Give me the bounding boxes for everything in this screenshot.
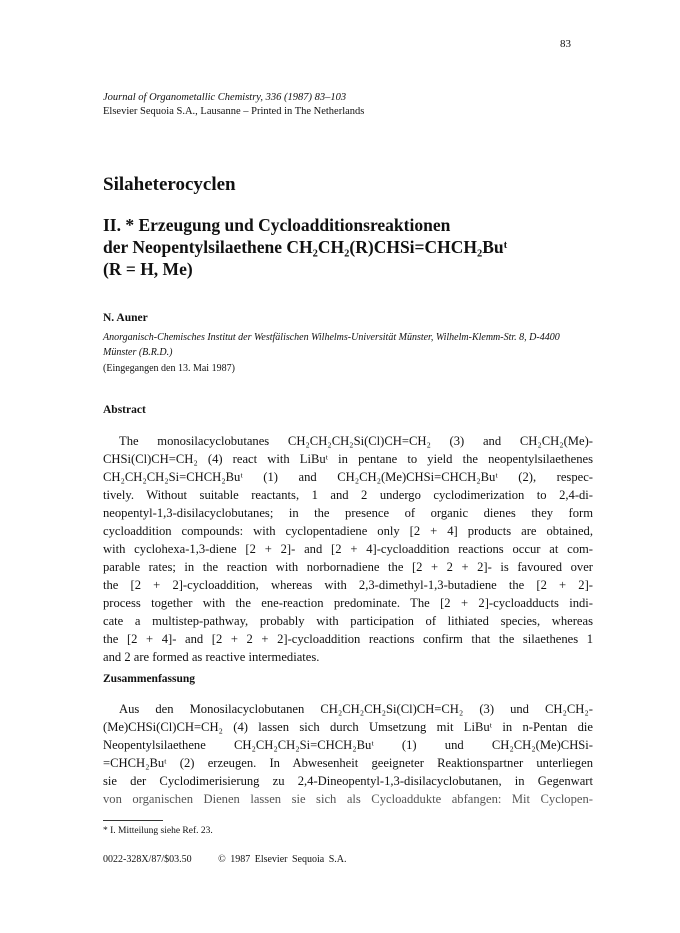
zusammenfassung-line: von organischen Dienen lassen sie sich als Cycloaddukte abfangen: Mit Cyclopen- — [103, 792, 593, 806]
abstract-line: and 2 are formed as reactive intermediates. — [103, 650, 320, 664]
zusammenfassung-line: =CHCH₂Buᵗ (2) erzeugen. In Abwesenheit geeigneter Reaktionspartner unterliegen — [103, 756, 593, 770]
journal-header — [103, 91, 364, 119]
abstract-line: the [2 + 2]-cycloaddition, whereas with 2,3-dimethyl-1,3-butadiene the [2 + 2]- — [103, 578, 593, 592]
abstract-line: parable rates; in the reaction with norbornadiene the [2 + 2 + 2]- is favoured over — [103, 560, 593, 574]
zusammenfassung-line: sie der Cyclodimerisierung zu 2,4-Dineopentyl-1,3-disilacyclobutanen, in Gegenwart — [103, 774, 593, 788]
abstract-body — [103, 432, 593, 666]
issn-price: 0022-328X/87/$03.50 — [103, 854, 192, 865]
imprint-line — [103, 854, 368, 865]
journal-citation: Journal of Organometallic Chemistry, 336 (1987) 83–103 — [103, 92, 347, 103]
zusammenfassung-line: Neopentylsilaethene CH₂CH₂CH₂Si=CHCH₂Buᵗ (1) und CH₂CH₂(Me)CHSi- — [103, 738, 593, 752]
series-title: Silaheterocyclen — [103, 174, 236, 195]
abstract-line: CH₂CH₂CH₂Si=CHCH₂Buᵗ (1) and CH₂CH₂(Me)CHSi=CHCH₂Buᵗ (2), respec- — [103, 470, 593, 484]
abstract-line: CHSi(Cl)CH=CH₂ (4) react with LiBuᵗ in pentane to yield the neopentylsilaethenes — [103, 452, 593, 466]
abstract-line: cate a multistep-pathway, probably with participation of lithiated species, whereas — [103, 614, 593, 628]
publisher-line: Elsevier Sequoia S.A., Lausanne – Printed in The Netherlands — [103, 106, 365, 117]
author-name: N. Auner — [103, 312, 148, 324]
article-title-line-1: II. * Erzeugung und Cycloadditionsreaktionen — [103, 215, 451, 235]
article-title-line-2: der Neopentylsilaethene CH₂CH₂(R)CHSi=CHCH₂Buᵗ — [103, 237, 508, 257]
article-title — [103, 214, 583, 280]
zusammenfassung-heading: Zusammenfassung — [103, 673, 196, 685]
author-affiliation: Anorganisch-Chemisches Institut der Westfälischen Wilhelms-Universität Münster, Wilhelm-Klemm-Str. 8, D-4400 Münster (B.R.D.) — [103, 332, 560, 358]
copyright: © 1987 Elsevier Sequoia S.A. — [218, 854, 347, 865]
received-date: (Eingegangen den 13. Mai 1987) — [103, 363, 235, 374]
abstract-line: tively. Without suitable reactants, 1 and 2 undergo cyclodimerization to 2,4-di- — [103, 488, 593, 502]
footnote-rule — [103, 820, 163, 821]
zusammenfassung-line: (Me)CHSi(Cl)CH=CH₂ (4) lassen sich durch Umsetzung mit LiBuᵗ in n-Pentan die — [103, 720, 593, 734]
abstract-line: process together with the ene-reaction predominate. The [2 + 2]-cycloadducts indi- — [103, 596, 593, 610]
abstract-line: the [2 + 4]- and [2 + 2 + 2]-cycloaddition reactions confirm that the silaethenes 1 — [103, 632, 593, 646]
zusammenfassung-body — [103, 700, 593, 808]
abstract-line: cycloaddition compounds: with cyclopentadiene only [2 + 4] products are obtained, — [103, 524, 593, 538]
abstract-line: neopentyl-1,3-disilacyclobutanes; in the presence of organic dienes they form — [103, 506, 593, 520]
abstract-line: with cyclohexa-1,3-diene [2 + 2]- and [2 + 4]-cycloaddition reactions occur at com- — [103, 542, 593, 556]
zusammenfassung-line: Aus den Monosilacyclobutanen CH₂CH₂CH₂Si(Cl)CH=CH₂ (3) und CH₂CH₂- — [119, 702, 593, 716]
page-number: 83 — [560, 38, 571, 50]
abstract-line: The monosilacyclobutanes CH₂CH₂CH₂Si(Cl)CH=CH₂ (3) and CH₂CH₂(Me)- — [119, 434, 593, 448]
footnote: * I. Mitteilung siehe Ref. 23. — [103, 826, 213, 836]
abstract-heading: Abstract — [103, 404, 146, 416]
article-title-line-3: (R = H, Me) — [103, 259, 193, 279]
